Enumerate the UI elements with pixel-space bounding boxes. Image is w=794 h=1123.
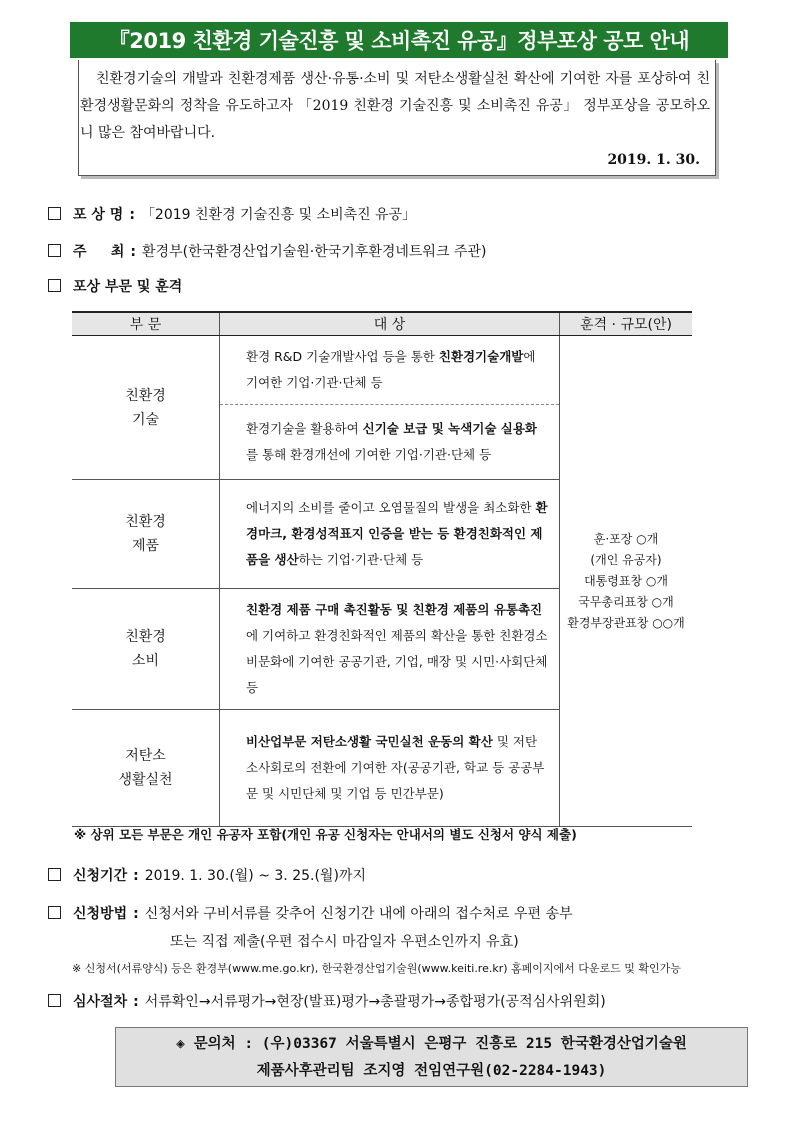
- award-name-value: 「2019 친환경 기술진흥 및 소비촉진 유공」: [140, 207, 417, 223]
- target-cell: [220, 405, 560, 480]
- method-note: ※ 신청서(서류양식) 등은 환경부(www.me.go.kr), 한국환경산업기술원(www.keiti.re.kr) 홈페이지에서 다운로드 및 확인가능: [72, 962, 681, 975]
- reward-line: 국무총리표창 ○개: [578, 594, 674, 609]
- target-text: 에너지의 소비를 줄이고 오염물질의 발생을 최소화한: [246, 500, 536, 515]
- page-title: 『2019 친환경 기술진흥 및 소비촉진 유공』정부포상 공모 안내: [70, 22, 728, 58]
- category-cell: 친환경 소비: [72, 589, 220, 710]
- checkbox-icon: [48, 279, 61, 292]
- table-row: [72, 336, 692, 405]
- period-label: 신청기간: [73, 868, 128, 884]
- review-value: 서류확인→서류평가→현장(발표)평가→총괄평가→종합평가(공적심사위원회): [144, 994, 606, 1010]
- target-text: 환경기술을 활용하여: [246, 421, 363, 436]
- target-emphasis: 신기술 보급 및 녹색기술 실용화: [362, 421, 538, 436]
- contact-line2: 제품사후관리팀 조지영 전임연구원(02-2284-1943): [256, 1063, 607, 1079]
- target-cell: [220, 710, 560, 827]
- host-label: 주 최: [73, 244, 125, 260]
- sections-label: 포상 부문 및 훈격: [73, 279, 183, 295]
- checkbox-icon: [48, 906, 61, 919]
- header-reward: 훈격 · 규모(안): [560, 312, 693, 336]
- reward-line: (개인 유공자): [590, 552, 662, 567]
- target-emphasis: 비산업부문 저탄소생활 국민실천 운동의 확산: [246, 734, 493, 749]
- contact-box: [115, 1027, 748, 1087]
- award-name-label: 포 상 명: [73, 207, 124, 223]
- checkbox-icon: [48, 994, 61, 1007]
- checkbox-icon: [48, 244, 61, 257]
- target-text: 를 통해 환경개선에 기여한 기업·기관·단체 등: [246, 447, 492, 462]
- host-value: 환경부(한국환경산업기술원·한국기후환경네트워크 주관): [142, 244, 487, 260]
- target-text: 환경 R&D 기술개발사업 등을 통한: [246, 349, 439, 364]
- category-cell: 저탄소 생활실천: [72, 710, 220, 827]
- checkbox-icon: [48, 207, 61, 220]
- period-item: 신청기간 : 2019. 1. 30.(월) ~ 3. 25.(월)까지: [48, 865, 366, 885]
- target-cell: [220, 480, 560, 589]
- method-label: 신청방법: [73, 906, 128, 922]
- target-cell: [220, 336, 560, 405]
- target-cell: [220, 589, 560, 710]
- review-label: 심사절차: [73, 994, 128, 1010]
- review-item: 심사절차 : 서류확인→서류평가→현장(발표)평가→총괄평가→종합평가(공적심사위원회): [48, 991, 606, 1011]
- target-emphasis: 친환경 제품 구매 촉진활동 및 친환경 제품의 유통촉진: [246, 602, 543, 617]
- method-line1: 신청서와 구비서류를 갖추어 신청기간 내에 아래의 접수처로 우편 송부: [144, 906, 573, 922]
- contact-line1: ◈ 문의처 : (우)03367 서울특별시 은평구 진흥로 215 한국환경산업기술원: [176, 1036, 687, 1052]
- target-emphasis: 친환경기술개발: [438, 349, 524, 364]
- method-item: 신청방법 : 신청서와 구비서류를 갖추어 신청기간 내에 아래의 접수처로 우편 송부: [48, 903, 573, 923]
- award-table: [72, 311, 692, 827]
- intro-text: 친환경기술의 개발과 친환경제품 생산·유통·소비 및 저탄소생활실천 확산에 기여한 자를 포상하여 친환경생활문화의 정착을 유도하고자 「2019 친환경 기술진흥 및 소비촉진 유공」 정부포상을 공모하오니 많은 참여바랍니다.: [80, 71, 710, 141]
- reward-cell: [560, 336, 693, 827]
- reward-line: 대통령표창 ○개: [584, 573, 668, 588]
- checkbox-icon: [48, 868, 61, 881]
- sections-item: [48, 276, 182, 296]
- target-text: 및 저탄소사회로의 전환에 기여한 자(공공기관, 학교 등 공공부문 및 시민단체 및 기업 등 민간부문): [246, 734, 545, 801]
- reward-line: 훈·포장 ○개: [593, 531, 659, 546]
- table-header-row: [72, 312, 692, 336]
- award-name-item: 포 상 명 : 「2019 친환경 기술진흥 및 소비촉진 유공」: [48, 204, 416, 224]
- header-category: 부 문: [72, 312, 220, 336]
- method-line2: 또는 직접 제출(우편 접수시 마감일자 우편소인까지 유효): [170, 934, 519, 950]
- category-cell: 친환경 기술: [72, 336, 220, 480]
- intro-date: 2019. 1. 30.: [607, 152, 700, 168]
- host-item: 주 최 : 환경부(한국환경산업기술원·한국기후환경네트워크 주관): [48, 241, 486, 261]
- method-line2-item: [170, 931, 519, 951]
- reward-line: 환경부장관표창 ○○개: [567, 615, 685, 630]
- target-text: 에 기여하고 환경친화적인 제품의 확산을 통한 친환경소비문화에 기여한 공공기관, 기업, 매장 및 시민·사회단체 등: [246, 628, 548, 695]
- target-emphasis: 환경마크, 환경성적표지 인증을 받는 등 환경친화적인 제품을 생산: [246, 500, 548, 567]
- category-cell: 친환경 제품: [72, 480, 220, 589]
- period-value: 2019. 1. 30.(월) ~ 3. 25.(월)까지: [144, 868, 366, 884]
- table-note: ※ 상위 모든 부문은 개인 유공자 포함(개인 유공 신청자는 안내서의 별도 신청서 양식 제출): [74, 827, 577, 842]
- target-text: 에 기여한 기업·기관·단체 등: [246, 349, 536, 390]
- header-target: 대 상: [220, 312, 560, 336]
- target-text: 하는 기업·기관·단체 등: [298, 552, 424, 567]
